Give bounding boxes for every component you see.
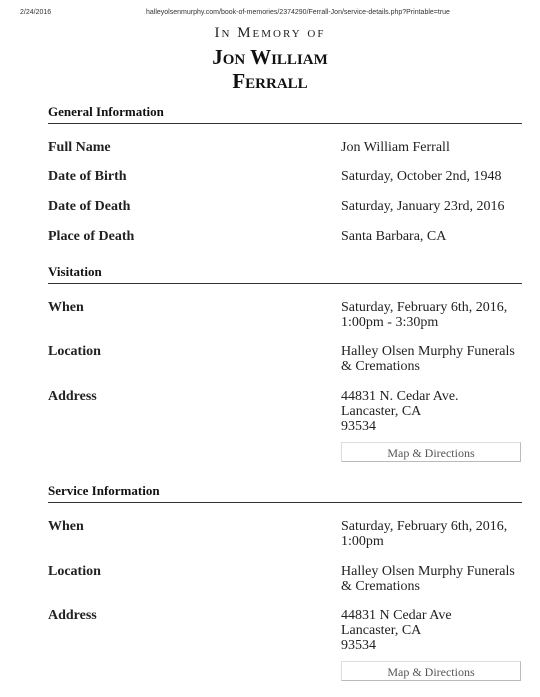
print-header bbox=[0, 9, 540, 21]
service-information-heading: Service Information bbox=[48, 483, 522, 503]
general-information-heading: General Information bbox=[48, 104, 522, 124]
visitation-location-value bbox=[341, 344, 531, 374]
visitation-location-line1: Halley Olsen Murphy Funerals bbox=[341, 344, 515, 359]
visitation-when-line2: 1:00pm - 3:30pm bbox=[341, 315, 439, 330]
service-when-line1: Saturday, February 6th, 2016, bbox=[341, 519, 508, 534]
memory-heading: In Memory of bbox=[214, 25, 326, 41]
visitation-map-directions-button[interactable]: Map & Directions bbox=[341, 442, 521, 462]
service-location-value bbox=[341, 564, 531, 594]
service-map-directions-button[interactable]: Map & Directions bbox=[341, 661, 521, 681]
date-of-birth-label: Date of Birth bbox=[48, 169, 127, 184]
date-of-death-value: Saturday, January 23rd, 2016 bbox=[341, 199, 505, 214]
deceased-name-last: Ferrall bbox=[232, 69, 308, 93]
visitation-address-line1: 44831 N. Cedar Ave. bbox=[341, 389, 459, 404]
full-name-value: Jon William Ferrall bbox=[341, 140, 450, 155]
visitation-address-line2: Lancaster, CA bbox=[341, 404, 422, 419]
print-date: 2/24/2016 bbox=[20, 9, 52, 16]
visitation-address-value bbox=[341, 389, 531, 434]
deceased-name-first: Jon William bbox=[212, 45, 328, 69]
visitation-location-line2: & Cremations bbox=[341, 359, 420, 374]
service-address-line3: 93534 bbox=[341, 638, 376, 653]
visitation-when-label: When bbox=[48, 300, 84, 315]
service-address-line2: Lancaster, CA bbox=[341, 623, 422, 638]
service-location-line1: Halley Olsen Murphy Funerals bbox=[341, 564, 515, 579]
full-name-label: Full Name bbox=[48, 140, 111, 155]
service-when-value bbox=[341, 519, 531, 549]
place-of-death-value: Santa Barbara, CA bbox=[341, 229, 447, 244]
visitation-when-value bbox=[341, 300, 531, 330]
date-of-death-label: Date of Death bbox=[48, 199, 131, 214]
service-address-value bbox=[341, 608, 531, 653]
visitation-when-line1: Saturday, February 6th, 2016, bbox=[341, 300, 508, 315]
print-url: halleyolsenmurphy.com/book-of-memories/2374290/Ferrall-Jon/service-details.php?Printable=true bbox=[146, 9, 450, 16]
date-of-birth-value: Saturday, October 2nd, 1948 bbox=[341, 169, 502, 184]
service-address-line1: 44831 N Cedar Ave bbox=[341, 608, 452, 623]
visitation-address-label: Address bbox=[48, 389, 97, 404]
service-when-line2: 1:00pm bbox=[341, 534, 384, 549]
service-location-line2: & Cremations bbox=[341, 579, 420, 594]
place-of-death-label: Place of Death bbox=[48, 229, 135, 244]
service-when-label: When bbox=[48, 519, 84, 534]
visitation-location-label: Location bbox=[48, 344, 101, 359]
service-location-label: Location bbox=[48, 564, 101, 579]
service-address-label: Address bbox=[48, 608, 97, 623]
visitation-heading: Visitation bbox=[48, 264, 522, 284]
visitation-address-line3: 93534 bbox=[341, 419, 376, 434]
